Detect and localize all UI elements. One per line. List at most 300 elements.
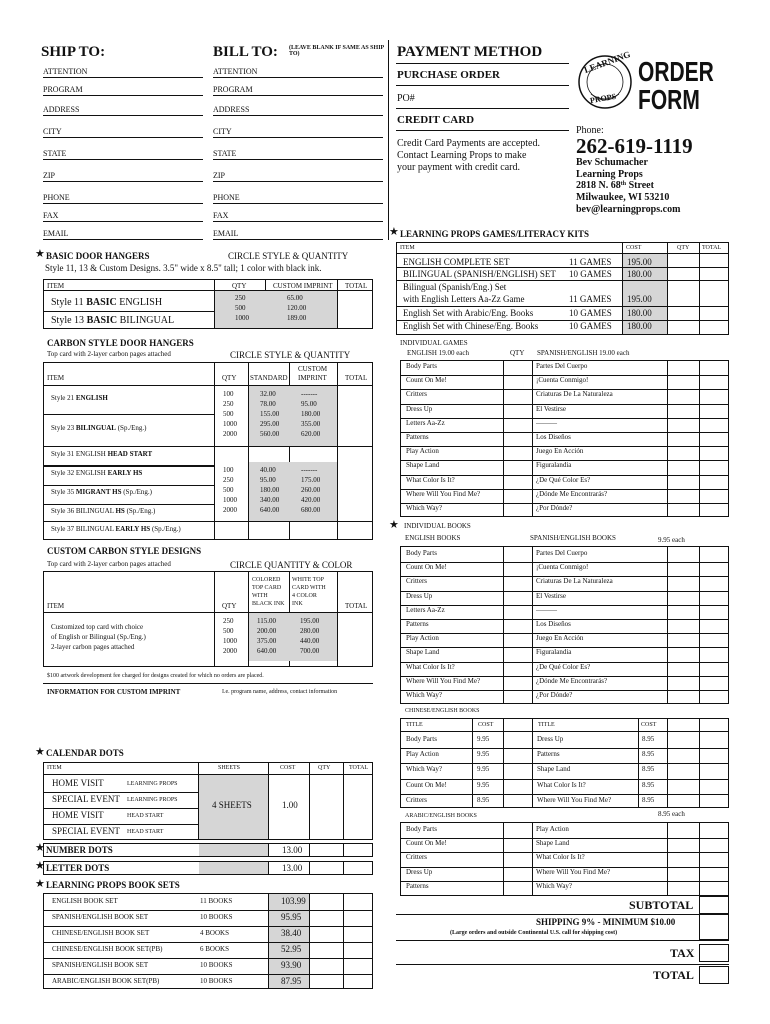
cn-title: Where Will You Find Me? [537,795,612,804]
label-part: Style 36 BILINGUAL [51,507,116,515]
contact-city: Milwaukee, WI 53210 [576,192,670,203]
rule [396,85,569,86]
book-sp: ¿De Qué Color Es? [536,662,591,671]
book-sp: ¡Cuenta Conmigo! [536,563,589,572]
game-sp: El Vestirse [536,404,567,413]
calendar-item: SPECIAL EVENT [52,826,120,836]
door-qty: 500 [235,304,246,312]
label-part: EARLY HS [115,525,151,533]
ship-field-input[interactable] [100,192,203,203]
ar-right: Shape Land [536,839,570,848]
qty: 1000 [223,637,237,645]
qty: 250 [223,400,234,408]
bill-field-label: PROGRAM [213,85,253,94]
street-part: Street [626,180,654,191]
bill-field-label: ATTENTION [213,67,258,76]
ship-field-label: ADDRESS [43,105,80,114]
standard-price: 78.00 [260,400,276,408]
calendar-sub: LEARNING PROPS [127,797,178,803]
standard-price: 32.00 [260,390,276,398]
rule [699,360,700,517]
po-number-input[interactable] [420,90,568,104]
ship-field-line [43,115,203,116]
bookset-qty: 11 BOOKS [200,897,233,905]
book-sp: Figuralandia [536,648,572,657]
ship-field-input[interactable] [100,148,203,159]
ar-right: What Color Is It? [536,853,585,862]
label-part: Style 13 [51,315,87,326]
contact-company: Learning Props [576,169,643,180]
game-en: Where Will You Find Me? [406,489,481,498]
bill-field-line [213,137,383,138]
bookset-qty: 10 BOOKS [200,913,233,921]
book-en: Dress Up [406,591,433,600]
custom-price: ------- [301,466,318,474]
qty: 2000 [223,647,237,655]
style-11-label [51,298,162,308]
game-sp: ¿Por Dónde? [536,504,573,512]
rule [337,279,338,329]
standard-price: 95.00 [260,476,276,484]
bookset-name: ARABIC/ENGLISH BOOK SET(PB) [52,977,160,985]
white-price: 280.00 [300,627,320,635]
rule [400,662,729,663]
cn-cost: 8.95 [477,795,490,804]
rule [400,676,729,677]
calendar-sub: HEAD START [127,813,164,819]
game-en: Patterns [406,433,429,441]
rule [396,306,729,307]
rule [396,914,729,915]
qty: 500 [223,486,234,494]
calendar-title: CALENDAR DOTS [46,748,124,758]
rule [400,475,729,476]
bill-note: (LEAVE BLANK IF SAME AS SHIP TO) [289,45,384,58]
ship-field-input[interactable] [100,228,203,239]
set-cost: 180.00 [627,308,652,318]
rule [400,633,729,634]
h-white: CARD WITH [292,585,326,591]
book-sp: El Vestirse [536,591,567,600]
qty: 1000 [223,496,237,504]
rule [396,940,729,941]
custom-price: 175.00 [301,476,321,484]
cn-title: Critters [406,795,427,804]
rule [396,253,729,254]
book-en: Which Way? [406,691,443,699]
bill-field-label: EMAIL [213,229,239,238]
total-box[interactable] [699,966,729,984]
game-sp: Figuralandia [536,461,572,470]
ship-field-input[interactable] [100,66,203,77]
bill-field-label: STATE [213,149,237,158]
ship-field-input[interactable] [100,84,203,95]
phone-number: 262-619-1119 [576,134,693,158]
h-white: WHITE TOP [292,577,324,583]
indiv-sp: SPANISH/ENGLISH 19.00 each [537,349,630,357]
star-icon: ★ [35,842,45,854]
h-item: ITEM [47,602,65,610]
logo-bottom-text: PROPS [589,91,617,106]
bill-field-input[interactable] [270,170,383,181]
book-en: Letters Aa-Zz [406,605,445,614]
rule [337,362,338,540]
bookset-cost: 52.95 [281,944,302,954]
bill-field-input[interactable] [270,84,383,95]
label-part: ENGLISH [75,394,108,402]
h-total: TOTAL [345,374,368,382]
rule [43,485,214,486]
h-title: TITLE [538,722,555,728]
ship-field-line [43,137,203,138]
bill-field-input[interactable] [270,210,383,221]
arabic-price: 8.95 each [658,810,685,818]
info-label: INFORMATION FOR CUSTOM IMPRINT [47,688,181,696]
game-en: Body Parts [406,362,437,370]
shipping-note: (Large orders and outside Continental U.S. call for shipping cost) [450,930,618,936]
rule [532,822,533,896]
bookset-name: CHINESE/ENGLISH BOOK SET [52,929,150,937]
indiv-eng: ENGLISH 19.00 each [407,349,470,357]
label-part: BILINGUAL [117,315,175,326]
rule [400,852,729,853]
letter-title: LETTER DOTS [46,863,110,873]
contact-street [576,181,654,191]
cdesign-circle: CIRCLE QUANTITY & COLOR [230,560,353,570]
contact-name: Bev Schumacher [576,157,648,168]
rule [400,591,729,592]
custom-price: 680.00 [301,506,321,514]
rule [400,562,729,563]
h-qty: QTY [318,765,331,771]
cc-text: Credit Card Payments are accepted. [397,138,540,149]
style-21-label [51,395,108,402]
custom-price: 420.00 [301,496,321,504]
h-total: TOTAL [345,602,368,610]
bill-field-label: PHONE [213,193,240,202]
h-imprint: CUSTOM IMPRINT [273,282,333,290]
door-circle: CIRCLE STYLE & QUANTITY [228,251,349,261]
set-games: 10 GAMES [569,269,612,279]
ship-field-line [43,159,203,160]
game-en: Play Action [406,447,439,456]
ar-left: Body Parts [406,825,437,833]
cn-title: Count On Me! [406,780,447,789]
label-part: HEAD START [107,450,153,458]
rule [396,964,729,965]
game-sp: ¡Cuenta Conmigo! [536,376,589,385]
game-en: Count On Me! [406,376,447,385]
rule [43,942,373,943]
rule [699,546,700,704]
bookset-cost: 87.95 [281,976,302,986]
game-sp: ¿De Qué Color Es? [536,475,591,484]
ship-field-line [43,203,203,204]
rule [396,267,729,268]
standard-price: 295.00 [260,420,280,428]
h-total: TOTAL [349,765,369,771]
set-games: 11 GAMES [569,294,612,304]
ship-field-input[interactable] [100,210,203,221]
ship-field-label: STATE [43,149,67,158]
cn-title: Play Action [406,750,439,759]
cdesign-item: Customized top card with choice [51,623,144,631]
ship-field-label: FAX [43,211,59,220]
book-sp: Criaturas De La Naturaleza [536,577,613,586]
rule [43,521,373,522]
rule [400,503,729,504]
qty: 500 [223,627,234,635]
cn-cost: 8.95 [642,780,655,789]
book-en: Count On Me! [406,563,447,572]
rule [400,404,729,405]
carbon-style-label [51,526,181,533]
label-part: (Sp./Eng.) [121,488,152,496]
bill-field-input[interactable] [270,228,383,239]
cc-text: Contact Learning Props to make [397,150,527,161]
rule [396,130,569,131]
calendar-cost: 1.00 [282,800,298,810]
bookset-name: CHINESE/ENGLISH BOOK SET(PB) [52,945,163,953]
po-number-label: PO# [397,93,415,104]
rule [400,605,729,606]
rule [503,360,504,517]
standard-price: 340.00 [260,496,280,504]
bookset-cost: 93.90 [281,960,302,970]
h-total: TOTAL [702,245,722,251]
calendar-item: HOME VISIT [52,778,104,788]
rule [43,910,373,911]
custom-price: 260.00 [301,486,321,494]
white-price: 700.00 [300,647,320,655]
bill-field-line [213,239,383,240]
rule [400,867,729,868]
cn-cost: 8.95 [642,795,655,804]
qty: 1000 [223,420,237,428]
bill-field-input[interactable] [270,192,383,203]
book-sp: Los Diseños [536,620,571,628]
star-icon: ★ [389,519,399,531]
bill-field-label: ADDRESS [213,105,250,114]
cn-title: What Color Is It? [537,780,586,789]
rule [214,362,215,540]
qty: 2000 [223,430,237,438]
bill-field-line [213,77,383,78]
qty: 500 [223,410,234,418]
rule [268,861,269,875]
label-part: BASIC [86,315,118,326]
carbon-style-label [51,470,142,477]
game-en: Letters Aa-Zz [406,418,445,427]
cn-title: Patterns [537,750,560,759]
ship-field-input[interactable] [100,170,203,181]
carbon-style-label [51,451,152,458]
h-cost: COST [280,765,296,771]
rule [43,504,214,505]
cdesign-item: of English or Bilingual (Sp./Eng.) [51,633,146,641]
label-part: (Sp./Eng.) [115,424,147,432]
ship-field-label: EMAIL [43,229,69,238]
rule [400,647,729,648]
rule [43,465,214,466]
bill-field-line [213,203,383,204]
carbon-desc: Top card with 2-layer carbon pages attached [47,350,171,358]
game-en: Shape Land [406,461,440,470]
colored-price: 375.00 [257,637,277,645]
label-part: Style 32 ENGLISH [51,469,108,477]
cc-text: your payment with credit card. [397,162,521,173]
bill-field-label: FAX [213,211,229,220]
set-games: 10 GAMES [569,321,612,331]
ship-field-line [43,77,203,78]
h-title: TITLE [406,722,423,728]
chinese-set: English Set with Chinese/Eng. Books [403,321,539,331]
h-standard: STANDARD [250,374,288,382]
subtotal-box[interactable] [699,896,729,914]
ship-field-input[interactable] [100,104,203,115]
set-cost: 195.00 [627,257,652,267]
bookset-cost: 103.99 [281,896,306,906]
custom-price: 355.00 [301,420,321,428]
rule [400,375,729,376]
label-part: (Sp./Eng.) [150,525,181,533]
bil-set-name: Bilingual (Spanish/Eng.) Set [403,282,507,292]
rule [400,794,729,795]
bookset-cost: 95.95 [281,912,302,922]
label-part: Style 31 ENGLISH [51,450,108,458]
white-price: 440.00 [300,637,320,645]
rule [400,838,729,839]
bill-field-input[interactable] [270,66,383,77]
artwork-fee: $100 artwork development fee charged for designs created for which no orders are placed. [47,673,264,679]
ibooks-title: INDIVIDUAL BOOKS [404,522,471,530]
game-en: Dress Up [406,404,433,413]
bookset-cost: 38.40 [281,928,302,938]
shipping-box[interactable] [699,914,729,940]
rule [503,822,504,896]
chinese-title: CHINESE/ENGLISH BOOKS [405,708,480,714]
book-en: Patterns [406,620,429,628]
bill-field-line [213,159,383,160]
cn-title: Body Parts [406,735,437,743]
cn-cost: 9.95 [477,765,490,774]
game-sp: ——— [536,418,557,427]
ar-left: Count On Me! [406,839,447,848]
indiv-qty: QTY [510,349,525,357]
custom-imprint-input[interactable] [47,700,373,738]
rule [309,762,310,840]
rule [268,843,269,857]
rule [400,881,729,882]
contact-email: bev@learningprops.com [576,204,681,215]
rule [309,861,310,875]
bookset-qty: 4 BOOKS [200,929,229,937]
rule [400,690,729,691]
shipping-label: SHIPPING 9% - MINIMUM $10.00 [536,917,676,927]
total-label: TOTAL [653,968,694,982]
ar-right: Which Way? [536,881,573,890]
bill-field-line [213,115,383,116]
style-13-label [51,316,174,326]
street-part: 2818 N. 68 [576,180,621,191]
h-item: ITEM [400,245,415,251]
bookset-name: SPANISH/ENGLISH BOOK SET [52,961,149,969]
colored-price: 115.00 [257,617,276,625]
rule [667,360,668,517]
set-name: BILINGUAL (SPANISH/ENGLISH) SET [403,269,556,279]
rule [400,576,729,577]
door-price: 65.00 [287,294,303,302]
h-sheets: SHEETS [218,765,241,771]
payment-title: PAYMENT METHOD [397,44,543,60]
cn-title: Shape Land [537,765,571,774]
rule [343,762,344,840]
standard-price: 180.00 [260,486,280,494]
ar-left: Patterns [406,881,429,890]
games-title: LEARNING PROPS GAMES/LITERACY KITS [400,229,589,239]
carbon-style-label [51,508,155,515]
h-custom: CUSTOM [298,365,328,373]
form-title: FORM [638,84,700,115]
bill-field-line [213,95,383,96]
book-sp: Juego En Acción [536,634,584,643]
h-white: 4 COLOR [292,593,317,599]
colored-price: 200.00 [257,627,277,635]
carbon-style-label [51,489,152,496]
set-games: 10 GAMES [569,308,612,318]
set-games: 11 GAMES [569,257,612,267]
column-divider [388,40,389,240]
ship-field-input[interactable] [100,126,203,137]
indiv-title: INDIVIDUAL GAMES [400,339,468,347]
rule [400,748,729,749]
price-shading [199,844,268,856]
rule [532,546,533,704]
game-sp: ¿Dónde Me Encontrarás? [536,489,608,498]
h-total: TOTAL [345,282,368,290]
subtotal-label: SUBTOTAL [629,898,694,912]
bill-field-input[interactable] [270,126,383,137]
book-sp: Partes Del Cuerpo [536,549,588,557]
h-qty: QTY [677,245,690,251]
book-en: Shape Land [406,648,440,657]
label-part: Style 23 [51,424,76,432]
street-part: th [620,181,627,187]
h-imprint: IMPRINT [298,374,327,382]
rule [43,446,373,447]
number-cost: 13.00 [282,845,303,855]
ship-field-line [43,221,203,222]
bill-field-input[interactable] [270,104,383,115]
rule [43,414,214,415]
cn-cost: 8.95 [642,750,655,759]
tax-box[interactable] [699,944,729,962]
game-sp: Criaturas De La Naturaleza [536,390,613,399]
game-en: Which Way? [406,504,443,512]
bookset-qty: 10 BOOKS [200,977,233,985]
rule [699,822,700,896]
ship-field-line [43,239,203,240]
bill-field-input[interactable] [270,148,383,159]
star-icon: ★ [35,878,45,890]
white-price: 195.00 [300,617,320,625]
calendar-sub: HEAD START [127,829,164,835]
standard-price: 560.00 [260,430,280,438]
door-qty: 1000 [235,314,249,322]
carbon-title: CARBON STYLE DOOR HANGERS [47,338,194,348]
bookset-qty: 6 BOOKS [200,945,229,953]
custom-price: 180.00 [301,410,321,418]
